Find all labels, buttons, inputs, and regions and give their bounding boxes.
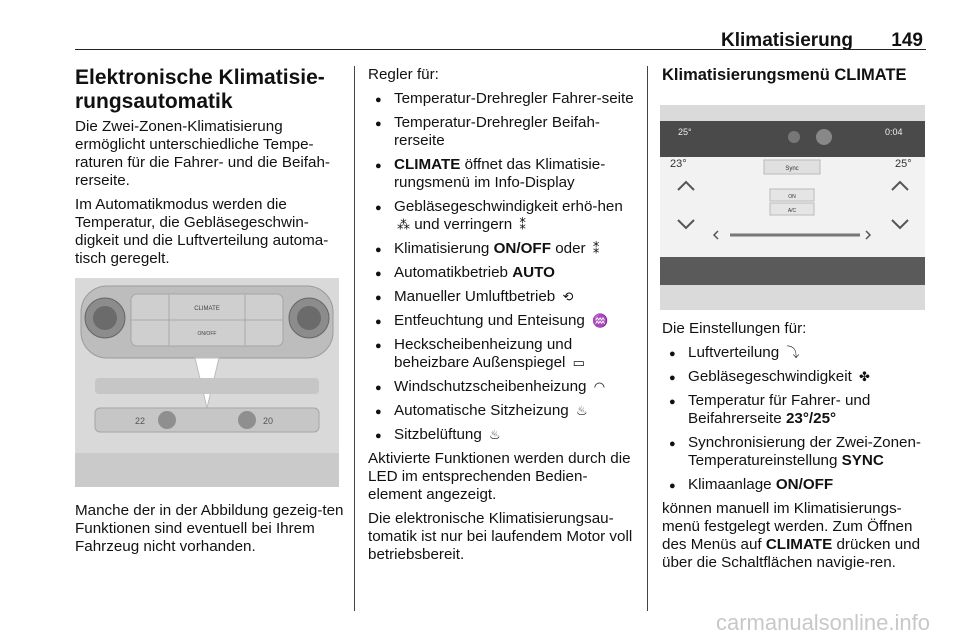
display-temp-right: 20 <box>263 416 274 426</box>
header-rule <box>75 49 926 50</box>
rear-window-heating-icon: ▭ <box>572 355 585 370</box>
availability-note: Manche der in der Abbildung gezeig-ten Funktionen sind eventuell bei Ihrem Fahrzeug nicht vorhanden. <box>75 502 344 555</box>
right-temp: 25° <box>895 158 912 170</box>
list-item: ● Synchronisierung der Zwei-Zonen-Temperatureinstellung SYNC <box>662 434 928 470</box>
windscreen-heating-icon: ◠ <box>593 379 606 394</box>
page-title: Klimatisierung <box>721 30 853 51</box>
menu-heading: Klimatisierungsmenü CLIMATE <box>662 66 907 84</box>
climate-menu-illustration <box>660 105 925 310</box>
list-item: ● Automatikbetrieb AUTO <box>368 264 640 282</box>
left-column <box>75 66 345 274</box>
list-item: ● Temperatur-Drehregler Fahrer-seite <box>368 90 640 108</box>
on-button: ON <box>788 194 796 200</box>
fan-down-icon: ⁑ <box>519 217 526 232</box>
fan-icon: ✤ <box>859 369 870 384</box>
led-paragraph: Aktivierte Funktionen werden durch die LED im entsprechenden Bedien-element angezeigt. <box>368 450 631 503</box>
right-column <box>662 66 928 92</box>
right-column-bottom <box>662 320 928 578</box>
watermark: carmanualsonline.info <box>715 610 930 635</box>
page-number: 149 <box>891 30 923 51</box>
list-item: ● Klimatisierung ON/OFF oder ⁑ <box>368 240 640 258</box>
climate-menu-screenshot <box>660 105 925 310</box>
engine-paragraph: Die elektronische Klimatisierungsau-tomatik ist nur bei laufendem Motor voll betriebsbereit. <box>368 510 633 563</box>
list-item: ● Heckscheibenheizung und beheizbare Außenspiegel ▭ <box>368 336 640 372</box>
left-column-bottom <box>75 502 345 562</box>
menu-paragraph: können manuell im Klimatisierungs-menü festgelegt werden. Zum Öffnen des Menüs auf CLIMATE drücken und über die Schaltflächen navigie-ren. <box>662 500 921 571</box>
list-item: ● Klimaanlage ON/OFF <box>662 476 928 494</box>
list-item: ● Gebläsegeschwindigkeit erhö-hen ⁂ und verringern ⁑ <box>368 198 640 234</box>
seat-heating-icon: ♨ <box>575 403 588 418</box>
list-item: ● CLIMATE öffnet das Klimatisie-rungsmenü im Info-Display <box>368 156 640 192</box>
column-divider-1 <box>354 66 355 611</box>
recirculation-icon: ⟲ <box>562 289 574 304</box>
left-temp: 23° <box>670 158 687 170</box>
fan-up-icon: ⁂ <box>397 217 410 232</box>
onoff-button-label: ON/OFF <box>197 331 217 337</box>
list-item: ● Gebläsegeschwindigkeit ✤ <box>662 368 928 386</box>
air-distribution-icon: ⤵ <box>786 345 800 360</box>
climate-button-label: CLIMATE <box>194 306 220 312</box>
page-header <box>75 30 925 51</box>
controls-intro: Regler für: <box>368 66 439 83</box>
outside-temp: 25° <box>678 127 692 137</box>
list-item: ● Sitzbelüftung ♨ <box>368 426 640 444</box>
clock: 0:04 <box>885 127 903 137</box>
list-item: ● Windschutzscheibenheizung ◠ <box>368 378 640 396</box>
ac-button: A/C <box>787 208 797 214</box>
list-item: ● Manueller Umluftbetrieb ⟲ <box>368 288 640 306</box>
list-item: ● Entfeuchtung und Enteisung ♒ <box>368 312 640 330</box>
control-panel-photo <box>75 278 339 487</box>
control-panel-illustration <box>75 278 339 487</box>
sync-button: Sync <box>785 166 799 172</box>
defrost-icon: ♒ <box>592 313 609 328</box>
display-temp-left: 22 <box>135 416 146 426</box>
fan-off-icon: ⁑ <box>592 241 600 256</box>
list-item: ● Temperatur für Fahrer- und Beifahrerseite 23°/25° <box>662 392 928 428</box>
column-divider-2 <box>647 66 648 611</box>
list-item: ● Temperatur-Drehregler Beifah-rerseite <box>368 114 640 150</box>
list-item: ● Automatische Sitzheizung ♨ <box>368 402 640 420</box>
auto-mode-paragraph: Im Automatikmodus werden die Temperatur, die Gebläsegeschwin-digkeit und die Luftverteilung automa-tisch geregelt. <box>75 196 329 267</box>
settings-intro: Die Einstellungen für: <box>662 320 807 337</box>
seat-ventilation-icon: ♨ <box>489 427 501 442</box>
middle-column <box>368 66 640 570</box>
section-heading: Elektronische Klimatisie- rungsautomatik <box>75 66 325 113</box>
list-item: ● Luftverteilung ⤵ <box>662 344 928 362</box>
intro-paragraph: Die Zwei-Zonen-Klimatisierung ermöglicht unterschiedliche Tempe-raturen für die Fahrer- und die Beifah-rerseite. <box>75 118 330 189</box>
